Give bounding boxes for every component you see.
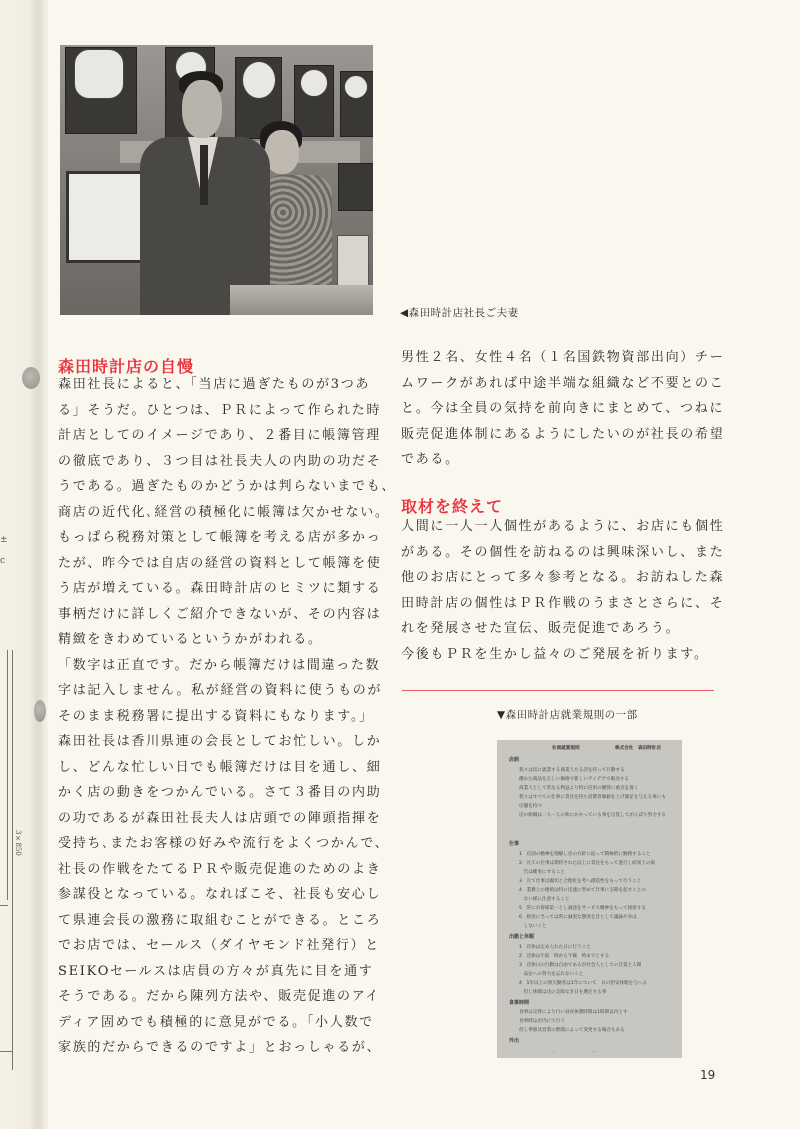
doc-item: 4 1年以上の無欠勤者は1年について 日の慰安休暇を与へる (519, 981, 648, 986)
doc-item: 品位への努力を忘れないこと (519, 972, 584, 977)
text-line: うである。過ぎたものかどうかは判らないまでも、 (58, 479, 397, 494)
text-line: 受持ち､またお客様の好みや流行をよくつかんで、 (58, 836, 390, 851)
margin-vertical-label: 3×850 (14, 830, 22, 856)
text-line: と。今は全員の気持を前向きにまとめて、つねに (401, 401, 725, 416)
doc-section-title: 外出 (509, 1038, 520, 1044)
section-heading-afterword: 取材を終えて (401, 497, 504, 516)
text-line: う店が増えている。森田時計店のヒミツに類する (58, 581, 382, 596)
doc-item: 6 接客に当っては常に誠実な態度を旨として議論や争は (519, 915, 637, 920)
text-line: 社長の作戦をたてるＰＲや販売促進のためのよき (58, 861, 382, 877)
red-divider (402, 690, 714, 691)
text-line: 販売促進体制にあるようにしたいのが社長の希望 (401, 426, 725, 442)
doc-section-title: 仕事 (509, 841, 520, 847)
clock-face (74, 49, 124, 99)
doc-item: 但し休暇は店の支障なき日を選定する事 (519, 990, 607, 995)
text-line: 事柄だけに詳しくご紹介できないが、その内容は (58, 606, 382, 622)
text-line: かく店の動きをつかんでいる。さて３番目の内助 (58, 785, 382, 800)
margin-fragment: c (0, 556, 6, 566)
photo-owners (60, 45, 373, 315)
text-line: たが、昨今では自店の経営の資料として帳簿を使 (58, 555, 382, 571)
text-line: 森田社長によると、「当店に過ぎたものが3つあ (58, 377, 371, 392)
doc-item: 我々はすべての仕事に責任を持ち消費者価値を上げ満足を与える事にも (519, 795, 666, 800)
doc-item: ない様に注意すること (519, 897, 570, 902)
text-line: そうである。だから陳列方法や、販売促進のアイ (58, 989, 380, 1004)
doc-item: 商業人として常なる利益より特に信用の獲得に重点を置く (519, 786, 639, 791)
text-line: 計店としてのイメージであり、２番目に帳簿管理 (58, 428, 382, 443)
woman-face (265, 130, 299, 174)
text-line: 「数字は正直です。だから帳簿だけは間違った数 (58, 657, 381, 673)
doc-item: 2 店休は午前 時から午後 時までとする (519, 954, 610, 959)
text-line: である。 (401, 452, 460, 467)
text-line: の徹底であり、３つ目は社長夫人の内助の功だそ (58, 453, 382, 469)
doc-item: 4 業務上の連絡は特に迅速に努めて仕事に支障を起すことの (519, 888, 646, 893)
wall-clock (338, 163, 373, 211)
text-line: 他のお店にとって多々参考となる。お訪ねした森 (401, 570, 725, 585)
photo-caption: ◀森田時計店社長ご夫妻 (400, 307, 519, 319)
doc-item: 店舗を持つ (519, 804, 542, 809)
section-body-pride (58, 372, 396, 1061)
man-tie (200, 145, 208, 205)
doc-section-title: 店訓 (509, 757, 520, 763)
margin-rule (0, 905, 8, 906)
binding-hole-bottom (34, 700, 46, 722)
doc-item: 5 常にお客様第一とし誠意をサービス精神をもって接客する (519, 906, 646, 911)
text-line: 参謀役となっている。なればこそ、社長も安心し (58, 887, 382, 902)
margin-rule (12, 650, 13, 1070)
text-line: ディア固めでも積極的に意見がでる。「小人数で (58, 1014, 374, 1030)
clock-face (344, 75, 368, 99)
text-line: し、どんな忙しい日でも帳簿だけは目を通し、細 (58, 759, 382, 775)
text-line: の功であるが森田社長夫人は店頭での陣頭指揮を (58, 810, 382, 826)
text-line: 精緻をきわめているというかがわれる。 (58, 632, 323, 647)
text-line: れを発展させた宣伝、販売促進であろう。 (401, 621, 681, 636)
text-line: 字は記入しません。私が経営の資料に使うものが (58, 683, 383, 698)
section-body-afterword (401, 514, 724, 667)
work-rules-document (497, 740, 682, 1058)
doc-item: 2 凡ての仕事は期待された以上に責任をもって遂行し結果上の報 (519, 861, 656, 866)
text-line: ムワークがあれば中途半端な組織など不要とのこ (401, 375, 725, 391)
square-wall-clock (66, 171, 144, 263)
doc-company: 株式会社 森田時計店 (615, 746, 661, 751)
doc-item: 1 店訓の精神を理解し店の方針に従って積極的に勤務すること (519, 852, 651, 857)
doc-item: 優れた商品を正しい価格で新しいアイデアで販売する (519, 777, 629, 782)
binding-hole-top (22, 367, 40, 389)
section-body-continued (401, 345, 724, 473)
text-line: 田時計店の個性はＰＲ作戦のうまさとさらに、そ (401, 595, 725, 611)
doc-item: 食事は交替により行い昼食休憩時間は1時間以内とす (519, 1010, 628, 1015)
text-line: SEIKOセールスは店員の方々が真先に目を通す (58, 963, 374, 979)
doc-item: 但し季節及営業の繁閑によって変更する場合もある (519, 1028, 625, 1033)
doc-item: 3 店休日の行動は自由であるが社会人としての自覚と人間 (519, 963, 642, 968)
doc-item: しないこと (519, 924, 547, 929)
framed-picture (337, 235, 369, 287)
text-line: て県連会長の激務に取組むことができる。ところ (58, 912, 382, 928)
doc-item: 我々は店に就業する商業人たる誇を持って行動する (519, 768, 625, 773)
text-line: でお店では、セールス（ダイヤモンド社発行）と (58, 938, 380, 953)
text-line: 森田社長は香川県連の会長としてお忙しい。しか (58, 734, 382, 749)
text-line: がある。その個性を訪ねるのは興味深いし、また (401, 544, 725, 560)
page-number: 19 (700, 1068, 716, 1082)
doc-item: 店の組織は一人一人の和にかかっている事を自覚してがんばり努力する (519, 813, 667, 818)
torn-edge (497, 1046, 682, 1064)
doc-item: 食事時は店内にて行う (519, 1019, 565, 1024)
text-line: る」そうだ。ひとつは、ＰＲによって作られた時 (58, 402, 382, 418)
doc-item: 告は確実にすること (519, 870, 565, 875)
doc-item: 1 店休は定められた日に行うこと (519, 945, 591, 950)
clock-face (242, 61, 276, 99)
text-line: 今後もＰＲを生かし益々のご発展を祈ります。 (401, 646, 709, 662)
display-counter (230, 285, 373, 315)
man-face (182, 80, 222, 138)
text-line: 家族的だからできるのですよ」とおっしゃるが、 (58, 1040, 382, 1055)
doc-title: 社員就業規則 (552, 746, 580, 751)
text-line: 男性２名、女性４名（１名国鉄物資部出向）チー (401, 350, 725, 365)
margin-rule (7, 650, 8, 900)
margin-rule (0, 1051, 12, 1052)
text-line: そのまま税務署に提出する資料にもなります。」 (58, 708, 374, 724)
text-line: 商店の近代化､経営の積極化に帳簿は欠かせない。 (58, 504, 390, 520)
gutter-shadow (30, 0, 44, 1129)
doc-item: 3 凡て仕事は親切と合理化を考へ創造性をもって行うこと (519, 879, 642, 884)
doc-section-title: 出勤と休暇 (509, 934, 535, 940)
text-line: もっぱら税務対策として帳簿を考える店が多かっ (58, 530, 382, 545)
section-heading-pride: 森田時計店の自慢 (58, 357, 195, 376)
woman-figure (262, 175, 332, 300)
text-line: 人間に一人一人個性があるように、お店にも個性 (401, 519, 725, 534)
margin-fragment: ± (0, 535, 8, 545)
clock-face (300, 69, 328, 97)
doc-section-title: 食事時間 (509, 1000, 530, 1006)
inset-caption: ▼森田時計店就業規則の一部 (497, 709, 638, 721)
